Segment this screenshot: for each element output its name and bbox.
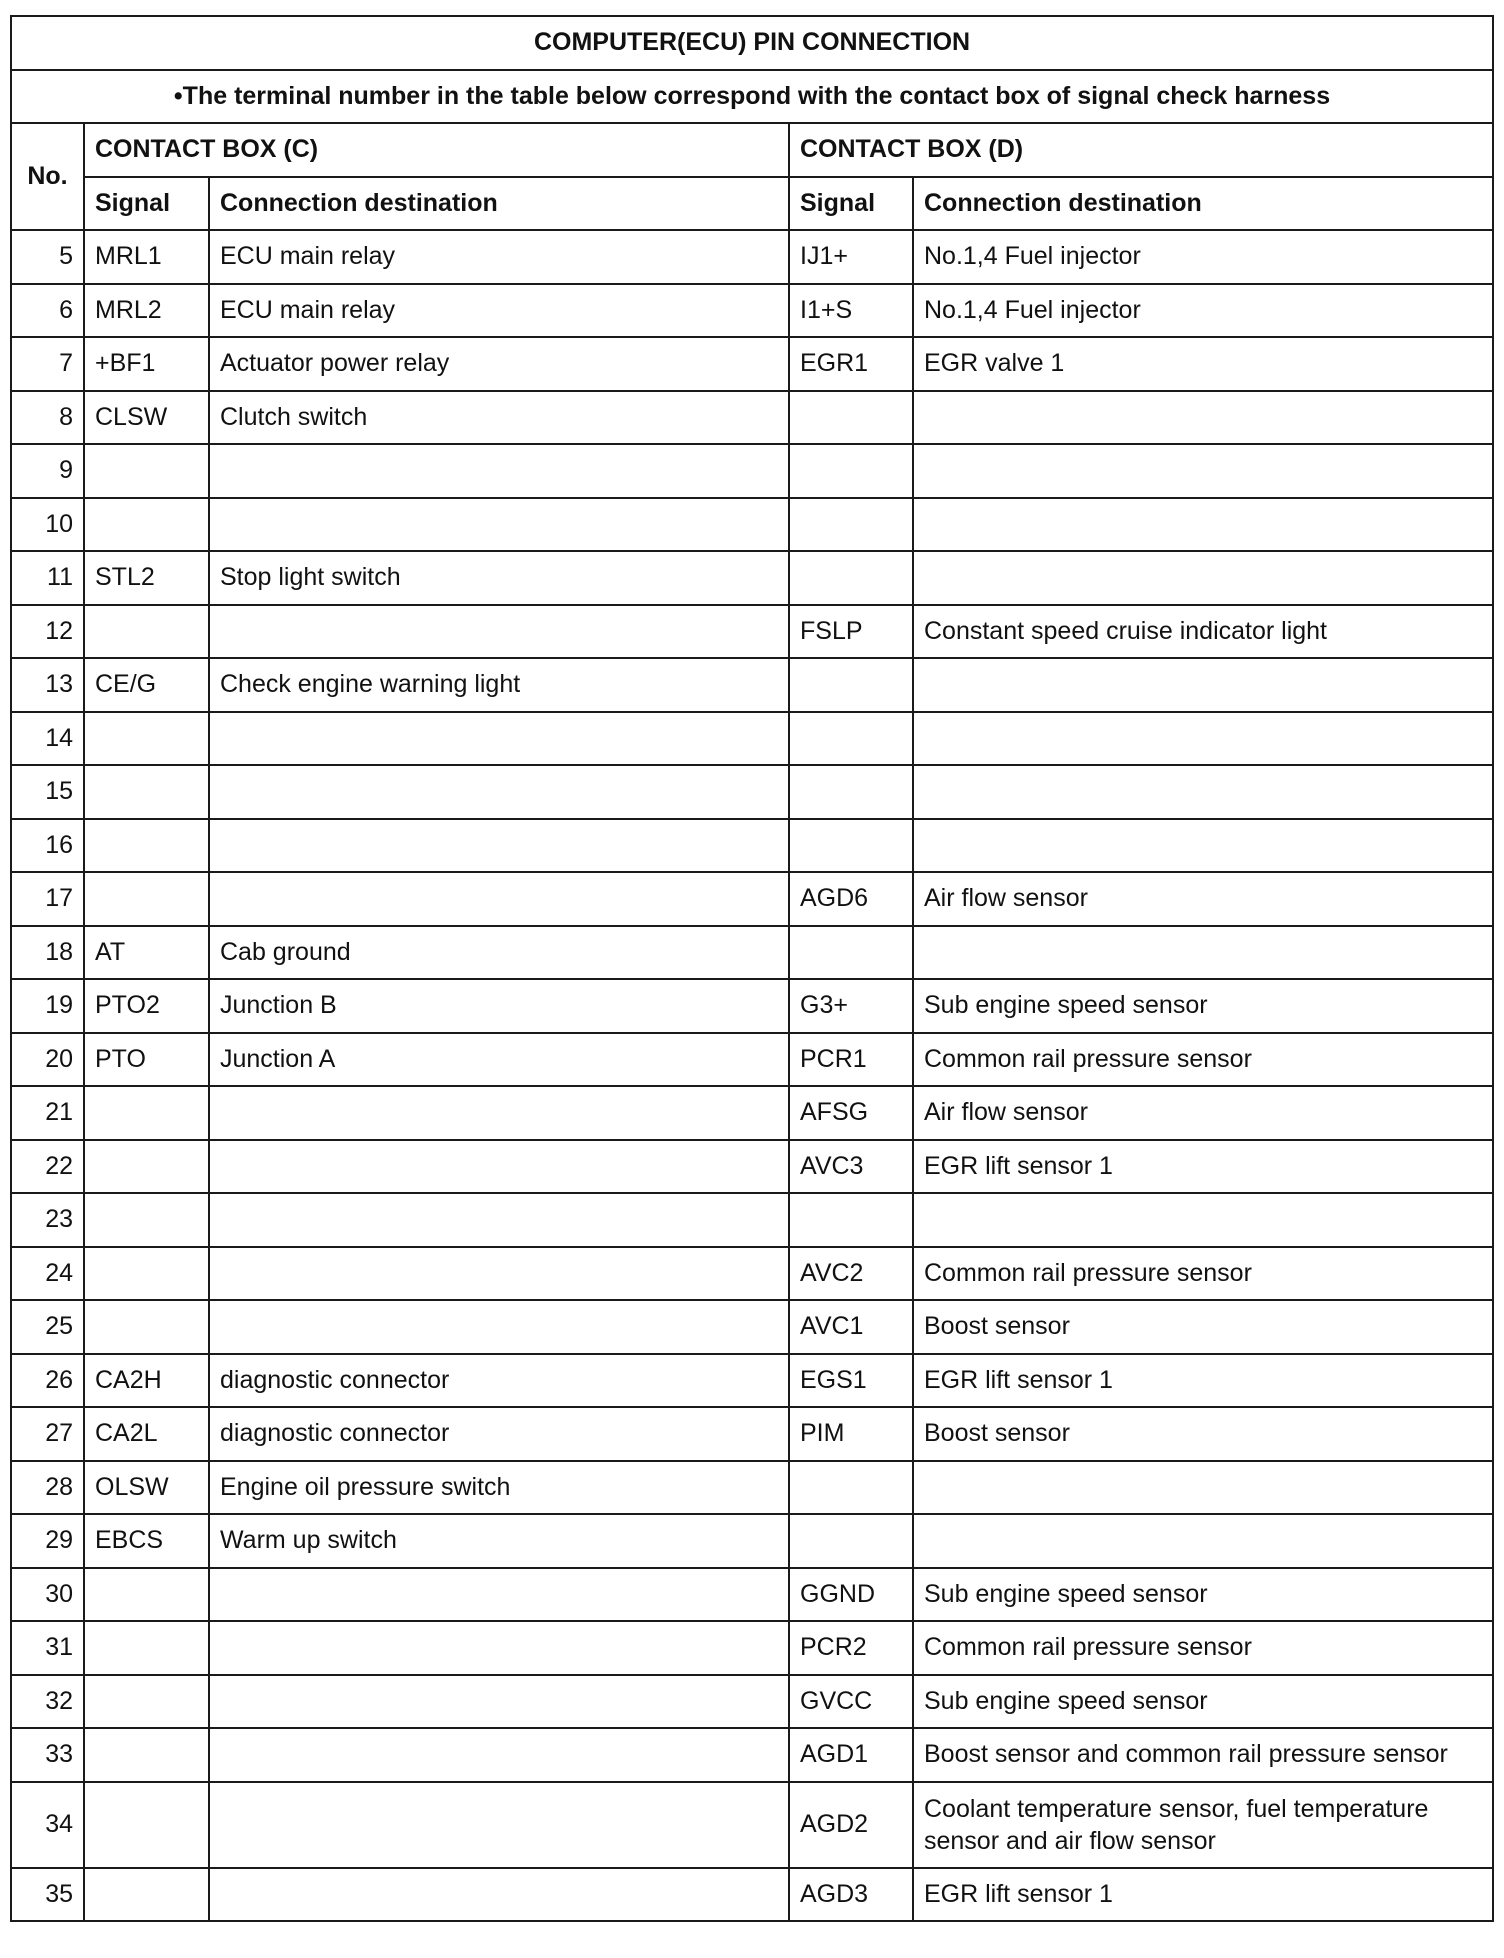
table-row	[11, 337, 1493, 391]
contact-d-destination	[913, 658, 1493, 712]
contact-c-destination	[209, 1782, 789, 1868]
pin-number: 34	[11, 1782, 84, 1868]
pin-number: 22	[11, 1140, 84, 1194]
contact-c-signal: MRL1	[84, 230, 209, 284]
contact-d-destination: Boost sensor	[913, 1300, 1493, 1354]
contact-d-destination	[913, 712, 1493, 766]
pin-number: 6	[11, 284, 84, 338]
pin-number: 28	[11, 1461, 84, 1515]
contact-c-signal: CA2L	[84, 1407, 209, 1461]
contact-d-signal	[789, 498, 913, 552]
table-row	[11, 1140, 1493, 1194]
contact-c-signal	[84, 1140, 209, 1194]
contact-d-destination: Coolant temperature sensor, fuel temperature sensor and air flow sensor	[913, 1782, 1493, 1868]
contact-c-destination: ECU main relay	[209, 284, 789, 338]
table-title: COMPUTER(ECU) PIN CONNECTION	[11, 16, 1493, 70]
table-row	[11, 1300, 1493, 1354]
contact-d-signal: AGD6	[789, 872, 913, 926]
contact-d-destination: Air flow sensor	[913, 1086, 1493, 1140]
contact-c-destination	[209, 765, 789, 819]
pin-number: 11	[11, 551, 84, 605]
contact-c-signal	[84, 1247, 209, 1301]
contact-c-signal	[84, 1782, 209, 1868]
table-row	[11, 605, 1493, 659]
pin-number: 32	[11, 1675, 84, 1729]
table-row	[11, 1461, 1493, 1515]
contact-d-signal: AGD2	[789, 1782, 913, 1868]
note-row	[11, 70, 1493, 124]
contact-c-destination: Engine oil pressure switch	[209, 1461, 789, 1515]
table-row	[11, 819, 1493, 873]
contact-c-signal	[84, 1568, 209, 1622]
contact-d-signal	[789, 819, 913, 873]
contact-c-signal: CLSW	[84, 391, 209, 445]
contact-d-destination	[913, 819, 1493, 873]
contact-c-destination: Stop light switch	[209, 551, 789, 605]
contact-c-signal	[84, 872, 209, 926]
contact-d-signal	[789, 1461, 913, 1515]
contact-c-signal	[84, 765, 209, 819]
contact-d-destination: EGR valve 1	[913, 337, 1493, 391]
contact-c-destination	[209, 1728, 789, 1782]
contact-d-destination: Common rail pressure sensor	[913, 1621, 1493, 1675]
contact-d-signal: PCR2	[789, 1621, 913, 1675]
pin-number: 21	[11, 1086, 84, 1140]
table-row	[11, 1621, 1493, 1675]
contact-d-signal: PIM	[789, 1407, 913, 1461]
contact-c-signal: STL2	[84, 551, 209, 605]
contact-c-destination	[209, 1621, 789, 1675]
contact-c-destination	[209, 1675, 789, 1729]
table-row	[11, 1675, 1493, 1729]
header-destination-d: Connection destination	[913, 177, 1493, 231]
contact-d-signal	[789, 551, 913, 605]
contact-c-signal	[84, 1868, 209, 1922]
contact-d-signal: AGD3	[789, 1868, 913, 1922]
contact-c-signal: PTO	[84, 1033, 209, 1087]
table-row	[11, 1407, 1493, 1461]
pin-number: 16	[11, 819, 84, 873]
contact-d-signal: FSLP	[789, 605, 913, 659]
table-row	[11, 391, 1493, 445]
pin-number: 30	[11, 1568, 84, 1622]
pin-connection-table	[10, 15, 1494, 1922]
pin-number: 17	[11, 872, 84, 926]
contact-d-destination: No.1,4 Fuel injector	[913, 230, 1493, 284]
contact-d-signal: AVC1	[789, 1300, 913, 1354]
contact-c-signal	[84, 1728, 209, 1782]
contact-d-destination: Common rail pressure sensor	[913, 1247, 1493, 1301]
contact-d-destination	[913, 551, 1493, 605]
contact-c-destination: diagnostic connector	[209, 1354, 789, 1408]
contact-c-destination: Junction B	[209, 979, 789, 1033]
contact-d-signal	[789, 1193, 913, 1247]
contact-d-destination: EGR lift sensor 1	[913, 1140, 1493, 1194]
contact-d-signal	[789, 658, 913, 712]
contact-c-destination: Check engine warning light	[209, 658, 789, 712]
contact-d-destination: Boost sensor	[913, 1407, 1493, 1461]
contact-c-signal: AT	[84, 926, 209, 980]
contact-c-signal	[84, 1675, 209, 1729]
contact-c-signal: MRL2	[84, 284, 209, 338]
contact-c-signal	[84, 1300, 209, 1354]
header-contact-box-c: CONTACT BOX (C)	[84, 123, 789, 177]
contact-d-signal	[789, 712, 913, 766]
contact-c-signal: CA2H	[84, 1354, 209, 1408]
contact-d-destination: Constant speed cruise indicator light	[913, 605, 1493, 659]
contact-c-destination: diagnostic connector	[209, 1407, 789, 1461]
contact-c-destination	[209, 1300, 789, 1354]
table-row	[11, 1514, 1493, 1568]
contact-d-destination	[913, 498, 1493, 552]
pin-number: 24	[11, 1247, 84, 1301]
table-row	[11, 872, 1493, 926]
contact-d-destination: Common rail pressure sensor	[913, 1033, 1493, 1087]
header-row-groups	[11, 123, 1493, 177]
contact-d-destination	[913, 765, 1493, 819]
contact-c-destination: Junction A	[209, 1033, 789, 1087]
pin-number: 8	[11, 391, 84, 445]
contact-d-signal: AVC3	[789, 1140, 913, 1194]
contact-d-destination	[913, 1193, 1493, 1247]
contact-d-signal: AFSG	[789, 1086, 913, 1140]
table-row	[11, 551, 1493, 605]
pin-number: 23	[11, 1193, 84, 1247]
pin-number: 7	[11, 337, 84, 391]
contact-c-signal: +BF1	[84, 337, 209, 391]
pin-number: 20	[11, 1033, 84, 1087]
pin-number: 13	[11, 658, 84, 712]
pin-number: 25	[11, 1300, 84, 1354]
contact-d-signal: GGND	[789, 1568, 913, 1622]
table-row	[11, 1728, 1493, 1782]
contact-d-signal: AGD1	[789, 1728, 913, 1782]
pin-number: 10	[11, 498, 84, 552]
contact-c-signal	[84, 1621, 209, 1675]
table-row	[11, 712, 1493, 766]
header-signal-c: Signal	[84, 177, 209, 231]
contact-d-destination: Sub engine speed sensor	[913, 1568, 1493, 1622]
contact-d-destination: Boost sensor and common rail pressure sensor	[913, 1728, 1493, 1782]
contact-c-signal: CE/G	[84, 658, 209, 712]
header-signal-d: Signal	[789, 177, 913, 231]
contact-c-destination: Actuator power relay	[209, 337, 789, 391]
contact-d-destination: EGR lift sensor 1	[913, 1354, 1493, 1408]
pin-number: 5	[11, 230, 84, 284]
contact-d-destination: No.1,4 Fuel injector	[913, 284, 1493, 338]
table-row	[11, 1086, 1493, 1140]
contact-c-destination	[209, 1568, 789, 1622]
contact-c-destination	[209, 1247, 789, 1301]
table-row	[11, 1193, 1493, 1247]
table-row	[11, 1354, 1493, 1408]
contact-c-signal	[84, 712, 209, 766]
table-row	[11, 284, 1493, 338]
table-row	[11, 1247, 1493, 1301]
pin-number: 9	[11, 444, 84, 498]
contact-d-signal	[789, 1514, 913, 1568]
contact-c-destination	[209, 1868, 789, 1922]
contact-d-signal: I1+S	[789, 284, 913, 338]
pin-number: 29	[11, 1514, 84, 1568]
table-row	[11, 1782, 1493, 1868]
contact-c-destination	[209, 498, 789, 552]
contact-d-destination	[913, 926, 1493, 980]
table-row	[11, 498, 1493, 552]
contact-c-destination	[209, 444, 789, 498]
pin-number: 31	[11, 1621, 84, 1675]
table-row	[11, 230, 1493, 284]
contact-d-destination	[913, 444, 1493, 498]
contact-d-signal: IJ1+	[789, 230, 913, 284]
contact-d-signal: GVCC	[789, 1675, 913, 1729]
contact-c-destination	[209, 872, 789, 926]
table-row	[11, 1568, 1493, 1622]
contact-c-signal: OLSW	[84, 1461, 209, 1515]
table-row	[11, 926, 1493, 980]
contact-c-signal	[84, 819, 209, 873]
table-note: •The terminal number in the table below correspond with the contact box of signal check harness	[11, 70, 1493, 124]
contact-d-destination: Sub engine speed sensor	[913, 979, 1493, 1033]
contact-d-signal	[789, 391, 913, 445]
contact-d-destination	[913, 391, 1493, 445]
contact-d-signal	[789, 765, 913, 819]
title-row	[11, 16, 1493, 70]
header-destination-c: Connection destination	[209, 177, 789, 231]
header-no: No.	[11, 123, 84, 230]
contact-d-signal: EGS1	[789, 1354, 913, 1408]
contact-d-signal: EGR1	[789, 337, 913, 391]
pin-number: 26	[11, 1354, 84, 1408]
pin-number: 35	[11, 1868, 84, 1922]
contact-c-destination: Warm up switch	[209, 1514, 789, 1568]
contact-c-destination: Cab ground	[209, 926, 789, 980]
pin-number: 12	[11, 605, 84, 659]
table-row	[11, 444, 1493, 498]
contact-c-signal: PTO2	[84, 979, 209, 1033]
pin-number: 18	[11, 926, 84, 980]
pin-number: 14	[11, 712, 84, 766]
contact-d-signal: G3+	[789, 979, 913, 1033]
header-contact-box-d: CONTACT BOX (D)	[789, 123, 1493, 177]
contact-d-destination	[913, 1514, 1493, 1568]
table-row	[11, 979, 1493, 1033]
contact-c-signal	[84, 605, 209, 659]
table-row	[11, 765, 1493, 819]
contact-d-destination	[913, 1461, 1493, 1515]
contact-c-signal	[84, 444, 209, 498]
contact-d-signal	[789, 926, 913, 980]
table-row	[11, 1033, 1493, 1087]
contact-d-destination: EGR lift sensor 1	[913, 1868, 1493, 1922]
contact-c-signal: EBCS	[84, 1514, 209, 1568]
pin-number: 33	[11, 1728, 84, 1782]
contact-c-destination	[209, 819, 789, 873]
contact-d-signal: PCR1	[789, 1033, 913, 1087]
contact-d-signal: AVC2	[789, 1247, 913, 1301]
pin-number: 27	[11, 1407, 84, 1461]
contact-c-signal	[84, 1086, 209, 1140]
table-row	[11, 1868, 1493, 1922]
contact-c-signal	[84, 1193, 209, 1247]
contact-c-signal	[84, 498, 209, 552]
pin-number: 15	[11, 765, 84, 819]
contact-c-destination	[209, 1140, 789, 1194]
contact-c-destination	[209, 1193, 789, 1247]
contact-d-destination: Air flow sensor	[913, 872, 1493, 926]
contact-d-signal	[789, 444, 913, 498]
pin-number: 19	[11, 979, 84, 1033]
header-row-columns	[11, 177, 1493, 231]
contact-c-destination	[209, 1086, 789, 1140]
contact-c-destination: ECU main relay	[209, 230, 789, 284]
contact-c-destination	[209, 712, 789, 766]
table-row	[11, 658, 1493, 712]
contact-c-destination: Clutch switch	[209, 391, 789, 445]
contact-d-destination: Sub engine speed sensor	[913, 1675, 1493, 1729]
contact-c-destination	[209, 605, 789, 659]
